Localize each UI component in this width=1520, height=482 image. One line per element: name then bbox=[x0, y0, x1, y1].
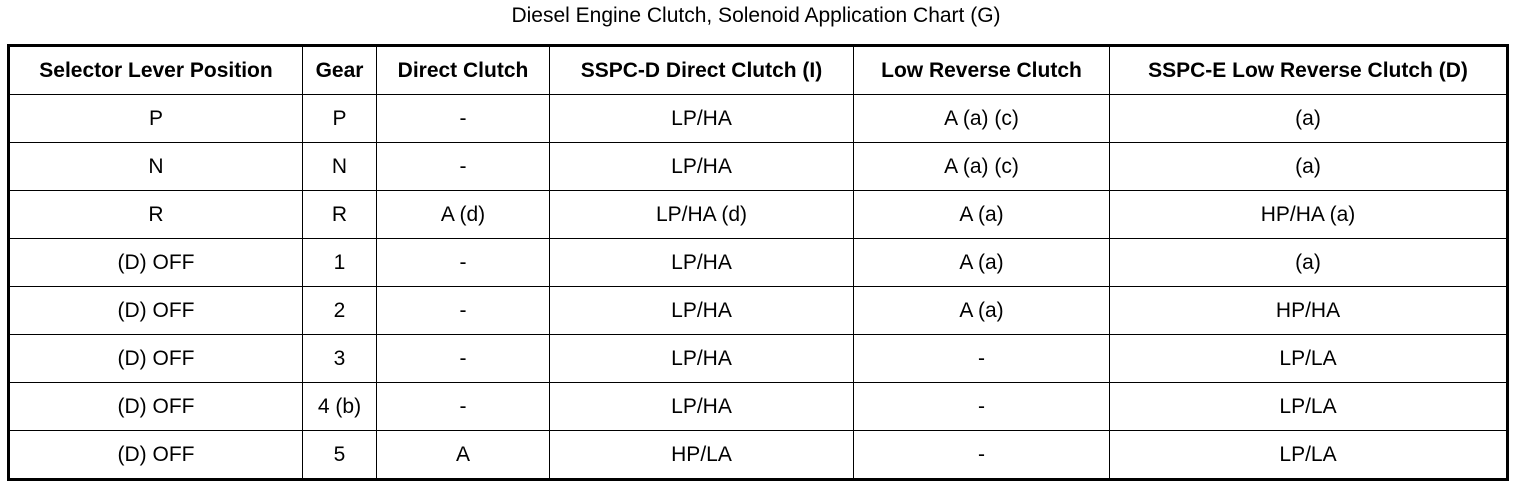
cell-direct-clutch: A bbox=[377, 431, 550, 480]
cell-direct-clutch: - bbox=[377, 143, 550, 191]
cell-sspc-d-direct-clutch: LP/HA bbox=[550, 287, 854, 335]
column-header-low-reverse-clutch: Low Reverse Clutch bbox=[854, 46, 1110, 95]
cell-sspc-d-direct-clutch: LP/HA (d) bbox=[550, 191, 854, 239]
cell-selector-lever-position: (D) OFF bbox=[9, 383, 303, 431]
cell-low-reverse-clutch: A (a) (c) bbox=[854, 143, 1110, 191]
cell-sspc-d-direct-clutch: LP/HA bbox=[550, 239, 854, 287]
cell-gear: N bbox=[303, 143, 377, 191]
cell-selector-lever-position: N bbox=[9, 143, 303, 191]
cell-selector-lever-position: R bbox=[9, 191, 303, 239]
table-row bbox=[9, 191, 1508, 239]
cell-sspc-d-direct-clutch: LP/HA bbox=[550, 383, 854, 431]
header-row bbox=[9, 46, 1508, 95]
cell-direct-clutch: - bbox=[377, 287, 550, 335]
cell-sspc-e-low-reverse-clutch: LP/LA bbox=[1110, 383, 1508, 431]
table-row bbox=[9, 95, 1508, 143]
table-row bbox=[9, 239, 1508, 287]
cell-gear: 4 (b) bbox=[303, 383, 377, 431]
cell-selector-lever-position: (D) OFF bbox=[9, 431, 303, 480]
column-header-gear: Gear bbox=[303, 46, 377, 95]
cell-direct-clutch: - bbox=[377, 95, 550, 143]
cell-direct-clutch: - bbox=[377, 239, 550, 287]
column-header-sspc-e-low-reverse-clutch: SSPC-E Low Reverse Clutch (D) bbox=[1110, 46, 1508, 95]
cell-low-reverse-clutch: - bbox=[854, 383, 1110, 431]
table-row bbox=[9, 143, 1508, 191]
table-row bbox=[9, 287, 1508, 335]
cell-gear: 1 bbox=[303, 239, 377, 287]
cell-low-reverse-clutch: A (a) bbox=[854, 191, 1110, 239]
cell-sspc-e-low-reverse-clutch: HP/HA bbox=[1110, 287, 1508, 335]
cell-low-reverse-clutch: A (a) (c) bbox=[854, 95, 1110, 143]
cell-sspc-e-low-reverse-clutch: (a) bbox=[1110, 143, 1508, 191]
cell-direct-clutch: - bbox=[377, 383, 550, 431]
cell-sspc-d-direct-clutch: LP/HA bbox=[550, 143, 854, 191]
cell-selector-lever-position: (D) OFF bbox=[9, 335, 303, 383]
cell-sspc-d-direct-clutch: LP/HA bbox=[550, 335, 854, 383]
column-header-selector-lever-position: Selector Lever Position bbox=[9, 46, 303, 95]
cell-low-reverse-clutch: A (a) bbox=[854, 239, 1110, 287]
cell-sspc-e-low-reverse-clutch: LP/LA bbox=[1110, 431, 1508, 480]
chart-title: Diesel Engine Clutch, Solenoid Application Chart (G) bbox=[511, 4, 1001, 27]
cell-sspc-e-low-reverse-clutch: LP/LA bbox=[1110, 335, 1508, 383]
cell-sspc-d-direct-clutch: LP/HA bbox=[550, 95, 854, 143]
table-row bbox=[9, 383, 1508, 431]
cell-direct-clutch: A (d) bbox=[377, 191, 550, 239]
cell-sspc-e-low-reverse-clutch: HP/HA (a) bbox=[1110, 191, 1508, 239]
cell-gear: 5 bbox=[303, 431, 377, 480]
cell-sspc-e-low-reverse-clutch: (a) bbox=[1110, 239, 1508, 287]
cell-low-reverse-clutch: A (a) bbox=[854, 287, 1110, 335]
cell-selector-lever-position: (D) OFF bbox=[9, 287, 303, 335]
cell-selector-lever-position: P bbox=[9, 95, 303, 143]
cell-sspc-d-direct-clutch: HP/LA bbox=[550, 431, 854, 480]
cell-low-reverse-clutch: - bbox=[854, 335, 1110, 383]
solenoid-application-table bbox=[7, 44, 1509, 481]
cell-gear: R bbox=[303, 191, 377, 239]
column-header-direct-clutch: Direct Clutch bbox=[377, 46, 550, 95]
cell-gear: 2 bbox=[303, 287, 377, 335]
table-row bbox=[9, 431, 1508, 480]
cell-direct-clutch: - bbox=[377, 335, 550, 383]
cell-gear: P bbox=[303, 95, 377, 143]
cell-sspc-e-low-reverse-clutch: (a) bbox=[1110, 95, 1508, 143]
cell-selector-lever-position: (D) OFF bbox=[9, 239, 303, 287]
cell-low-reverse-clutch: - bbox=[854, 431, 1110, 480]
column-header-sspc-d-direct-clutch: SSPC-D Direct Clutch (I) bbox=[550, 46, 854, 95]
cell-gear: 3 bbox=[303, 335, 377, 383]
table-row bbox=[9, 335, 1508, 383]
